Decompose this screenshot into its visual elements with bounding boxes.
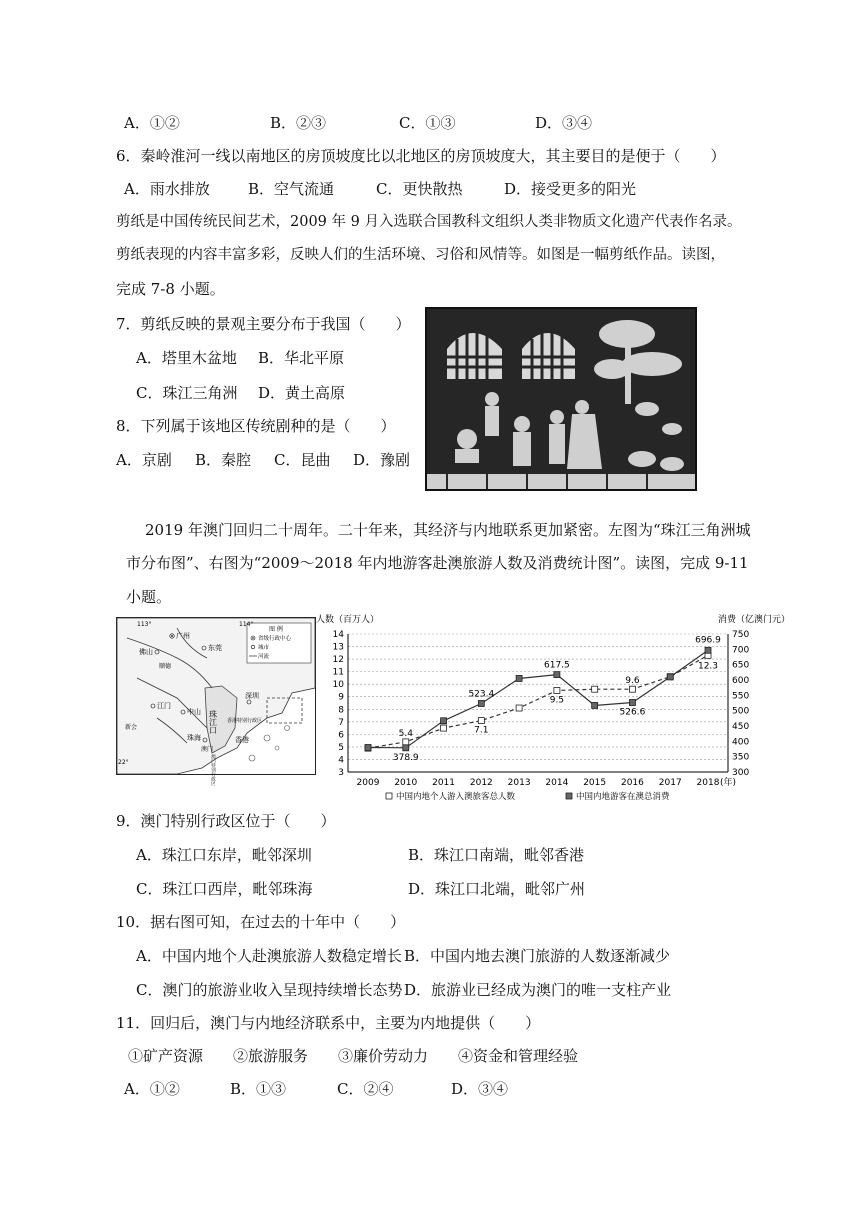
map-lon-114: 114° bbox=[239, 621, 254, 628]
chart-point-s0 bbox=[441, 725, 447, 731]
chart-point-s1 bbox=[441, 718, 447, 724]
chart-ytick-right: 550 bbox=[732, 691, 750, 702]
chart-point-s1 bbox=[365, 744, 371, 750]
q10-option-c: C．澳门的旅游业收入呈现持续增长态势 bbox=[136, 981, 403, 999]
chart-data-label: 9.5 bbox=[549, 695, 565, 706]
chart-xtick: 2013 bbox=[507, 778, 531, 788]
chart-ytick-left: 4 bbox=[338, 755, 344, 766]
map-legend-city: 城市 bbox=[258, 645, 270, 651]
chart-ytick-right: 300 bbox=[732, 768, 750, 778]
q7-option-c: C．珠江三角洲 bbox=[136, 384, 238, 402]
q6-option-d: D．接受更多的阳光 bbox=[504, 180, 637, 198]
chart-xtick: 2012 bbox=[469, 778, 493, 788]
chart-point-s1 bbox=[592, 702, 598, 708]
chart-point-s0 bbox=[554, 687, 560, 693]
map-city-dongguan: 东莞 bbox=[208, 644, 222, 652]
q10-stem: 10．据右图可知，在过去的十年中（ ） bbox=[116, 913, 406, 931]
chart-point-s1 bbox=[705, 647, 711, 653]
q7-option-b: B．华北平原 bbox=[258, 349, 345, 367]
chart-data-label: 526.6 bbox=[619, 707, 646, 718]
chart-legend-marker-1 bbox=[566, 793, 572, 799]
intro-7-8-line2: 剪纸表现的内容丰富多彩，反映人们的生活环境、习俗和风情等。如图是一幅剪纸作品。读图， bbox=[116, 247, 725, 263]
chart-legend-label-0: 中国内地个人游入澳旅客总人数 bbox=[396, 792, 516, 802]
q10-option-b: B．中国内地去澳门旅游的人数逐渐减少 bbox=[404, 947, 671, 965]
tourism-chart-svg bbox=[316, 612, 791, 808]
map-city-macau: 澳门 bbox=[201, 746, 214, 753]
chart-data-label: 12.3 bbox=[697, 661, 719, 672]
q9-option-c: C．珠江口西岸，毗邻珠海 bbox=[136, 880, 313, 898]
chart-xtick: 2014 bbox=[545, 778, 569, 788]
map-lat-22: 22° bbox=[118, 759, 129, 766]
chart-point-s0 bbox=[478, 718, 484, 724]
q5-option-a: A．①② bbox=[124, 114, 180, 132]
chart-point-s1 bbox=[478, 700, 484, 706]
q11-option-b: B．①③ bbox=[230, 1080, 287, 1098]
chart-ytick-left: 6 bbox=[338, 730, 344, 741]
q6-option-b: B．空气流通 bbox=[248, 180, 335, 198]
tourism-chart bbox=[316, 612, 791, 808]
chart-xtick: 2017 bbox=[658, 778, 682, 788]
intro-9-11-line2: 市分布图”、右图为“2009～2018 年内地游客赴澳旅游人数及消费统计图”。读图，完成 9-11 bbox=[126, 554, 749, 572]
map-lon-113: 113° bbox=[137, 621, 152, 628]
q11-option-a: A．①② bbox=[124, 1080, 180, 1098]
q5-option-b: B．②③ bbox=[270, 114, 327, 132]
map-city-shunde: 顺德 bbox=[159, 663, 172, 670]
q8-option-b: B．秦腔 bbox=[195, 451, 252, 469]
intro-9-11-line1: 2019 年澳门回归二十周年。二十年来，其经济与内地联系更加紧密。左图为“珠江三角洲城 bbox=[145, 521, 751, 539]
q9-option-b: B．珠江口南端，毗邻香港 bbox=[408, 846, 585, 864]
chart-ytick-left: 10 bbox=[332, 680, 344, 691]
map-city-zhongshan: 中山 bbox=[187, 708, 201, 716]
chart-ytick-left: 7 bbox=[338, 717, 344, 728]
q7-option-a: A．塔里木盆地 bbox=[136, 349, 237, 367]
chart-point-s0 bbox=[516, 705, 522, 711]
map-city-jiangmen: 江门 bbox=[157, 702, 171, 710]
q6-option-c: C．更快散热 bbox=[376, 180, 463, 198]
chart-point-s0 bbox=[629, 686, 635, 692]
chart-ylabel-right: 消费（亿澳门元） bbox=[718, 615, 791, 625]
map-macau-region: 澳门特别行政区 bbox=[210, 754, 216, 786]
chart-ytick-left: 14 bbox=[332, 630, 344, 640]
q8-stem: 8．下列属于该地区传统剧种的是（ ） bbox=[116, 417, 396, 435]
chart-ytick-right: 600 bbox=[732, 676, 750, 686]
q5-option-d: D．③④ bbox=[535, 114, 593, 132]
chart-data-label: 5.4 bbox=[398, 728, 413, 739]
map-city-hongkong: 香港 bbox=[235, 736, 249, 744]
chart-ytick-right: 500 bbox=[732, 706, 750, 717]
chart-point-s1 bbox=[554, 672, 560, 678]
chart-xtick: 2011 bbox=[432, 778, 456, 788]
intro-7-8-line1: 剪纸是中国传统民间艺术，2009 年 9 月入选联合国教科文组织人类非物质文化遗产代表作名录。 bbox=[116, 214, 742, 230]
chart-xtick: 2018 bbox=[696, 778, 720, 788]
q11-stem: 11．回归后，澳门与内地经济联系中，主要为内地提供（ ） bbox=[116, 1014, 541, 1032]
map-city-zhuhai: 珠海 bbox=[187, 734, 201, 742]
q5-option-c: C．①③ bbox=[399, 114, 456, 132]
q11-option-c: C．②④ bbox=[337, 1080, 394, 1098]
chart-point-s0 bbox=[403, 739, 409, 745]
chart-ytick-left: 3 bbox=[338, 768, 344, 778]
chart-point-s1 bbox=[629, 700, 635, 706]
q9-stem: 9．澳门特别行政区位于（ ） bbox=[116, 812, 336, 830]
map-hk-region: 香港特别行政区 bbox=[227, 718, 263, 724]
q7-option-d: D．黄土高原 bbox=[258, 384, 346, 402]
chart-ytick-left: 9 bbox=[338, 692, 344, 703]
q8-option-a: A．京剧 bbox=[116, 451, 172, 469]
q6-option-a: A．雨水排放 bbox=[124, 180, 210, 198]
map-legend-river: 河流 bbox=[258, 654, 270, 660]
intro-7-8-line3: 完成 7-8 小题。 bbox=[116, 280, 225, 298]
chart-ytick-left: 12 bbox=[332, 655, 344, 666]
chart-ytick-left: 11 bbox=[332, 667, 344, 678]
chart-data-label: 9.6 bbox=[625, 676, 640, 687]
pearl-river-delta-map bbox=[116, 617, 316, 786]
chart-ytick-right: 450 bbox=[732, 722, 750, 732]
chart-xtick: 2016 bbox=[620, 778, 644, 788]
map-city-foshan: 佛山 bbox=[139, 648, 153, 656]
chart-data-label: 523.4 bbox=[468, 689, 495, 700]
q6-stem: 6．秦岭淮河一线以南地区的房顶坡度比以北地区的房顶坡度大，其主要目的是便于（ ） bbox=[116, 147, 726, 165]
chart-data-label: 7.1 bbox=[474, 725, 489, 736]
chart-xtick: 2015 bbox=[583, 778, 607, 788]
chart-ytick-left: 13 bbox=[332, 642, 344, 653]
intro-9-11-line3: 小题。 bbox=[126, 588, 172, 606]
chart-point-s1 bbox=[516, 675, 522, 681]
chart-ytick-right: 650 bbox=[732, 660, 750, 671]
chart-legend-label-1: 中国内地游客在澳总消费 bbox=[576, 792, 670, 802]
chart-xtick: 2010 bbox=[394, 778, 418, 788]
chart-data-label: 617.5 bbox=[544, 660, 570, 671]
chart-ytick-right: 750 bbox=[732, 630, 750, 640]
chart-ytick-right: 700 bbox=[732, 645, 750, 656]
q10-option-a: A．中国内地个人赴澳旅游人数稳定增长 bbox=[136, 947, 402, 965]
q8-option-c: C．昆曲 bbox=[274, 451, 331, 469]
chart-data-label: 378.9 bbox=[392, 752, 419, 763]
q9-option-a: A．珠江口东岸，毗邻深圳 bbox=[136, 846, 312, 864]
q7-stem: 7．剪纸反映的景观主要分布于我国（ ） bbox=[116, 315, 411, 333]
q9-option-d: D．珠江口北端，毗邻广州 bbox=[408, 880, 586, 898]
chart-ytick-right: 350 bbox=[732, 752, 750, 763]
papercut-image bbox=[425, 307, 697, 491]
chart-point-s1 bbox=[667, 674, 673, 680]
map-legend-capital: 省级行政中心 bbox=[258, 636, 292, 642]
chart-point-s0 bbox=[592, 686, 598, 692]
chart-ytick-right: 400 bbox=[732, 737, 750, 748]
map-estuary-label: 珠江口 bbox=[208, 710, 218, 734]
chart-data-label: 696.9 bbox=[695, 635, 721, 646]
map-legend-title: 图 例 bbox=[269, 626, 283, 633]
map-city-shenzhen: 深圳 bbox=[245, 692, 259, 700]
chart-ytick-left: 5 bbox=[338, 742, 344, 753]
chart-point-s1 bbox=[403, 745, 409, 751]
chart-ylabel-left: 人数（百万人） bbox=[316, 615, 380, 625]
q8-option-d: D．豫剧 bbox=[353, 451, 411, 469]
q10-option-d: D．旅游业已经成为澳门的唯一支柱产业 bbox=[404, 981, 672, 999]
chart-ytick-left: 8 bbox=[338, 705, 344, 716]
chart-legend-marker-0 bbox=[386, 793, 392, 799]
chart-xtick-suffix: (年) bbox=[720, 778, 737, 788]
q11-items: ①矿产资源 ②旅游服务 ③廉价劳动力 ④资金和管理经验 bbox=[128, 1047, 579, 1065]
map-city-guangzhou: 广州 bbox=[176, 632, 190, 640]
chart-xtick: 2009 bbox=[356, 778, 380, 788]
papercut-illustration bbox=[427, 309, 695, 489]
map-city-xinhui: 新会 bbox=[125, 724, 138, 731]
q11-option-d: D．③④ bbox=[451, 1080, 509, 1098]
